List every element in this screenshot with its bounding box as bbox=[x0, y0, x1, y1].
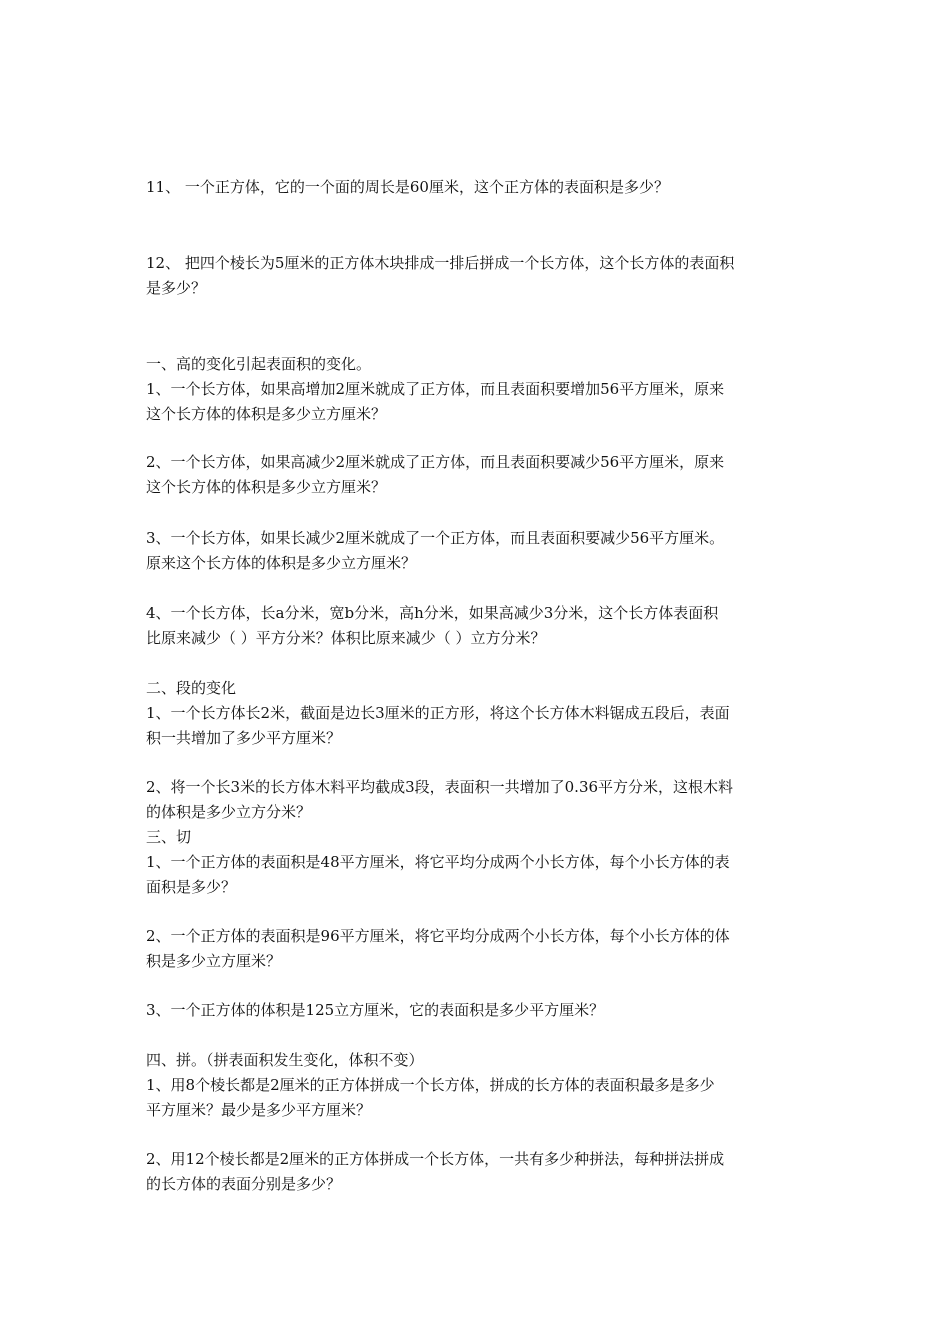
s2-q2-line-1: 2、将一个长3米的长方体木料平均截成3段，表面积一共增加了0.36平方分米，这根木料 bbox=[146, 778, 734, 796]
s3-q3: 3、一个正方体的体积是125立方厘米，它的表面积是多少平方厘米？ bbox=[146, 1001, 605, 1019]
s1-q3-line-2: 原来这个长方体的体积是多少立方厘米？ bbox=[146, 554, 417, 572]
question-12-line-2: 是多少？ bbox=[146, 279, 207, 297]
s2-q1-line-1: 1、一个长方体长2米，截面是边长3厘米的正方形，将这个长方体木料锯成五段后，表面 bbox=[146, 704, 730, 722]
s3-q2-line-1: 2、一个正方体的表面积是96平方厘米，将它平均分成两个小长方体，每个小长方体的体 bbox=[146, 927, 730, 945]
s1-q3-line-1: 3、一个长方体，如果长减少2厘米就成了一个正方体，而且表面积要减少56平方厘米。 bbox=[146, 529, 725, 547]
s1-q2-line-2: 这个长方体的体积是多少立方厘米？ bbox=[146, 478, 387, 496]
question-12-line-1: 12、 把四个棱长为5厘米的正方体木块排成一排后拼成一个长方体，这个长方体的表面积 bbox=[146, 254, 735, 272]
s4-q2-line-2: 的长方体的表面分别是多少？ bbox=[146, 1175, 342, 1193]
s3-q1-line-1: 1、一个正方体的表面积是48平方厘米，将它平均分成两个小长方体，每个小长方体的表 bbox=[146, 853, 730, 871]
s3-q2-line-2: 积是多少立方厘米？ bbox=[146, 952, 282, 970]
s1-q2-line-1: 2、一个长方体，如果高减少2厘米就成了正方体，而且表面积要减少56平方厘米，原来 bbox=[146, 453, 725, 471]
s3-q1-line-2: 面积是多少？ bbox=[146, 878, 237, 896]
section-1-heading: 一、高的变化引起表面积的变化。 bbox=[146, 355, 372, 373]
s4-q2-line-1: 2、用12个棱长都是2厘米的正方体拼成一个长方体，一共有多少种拼法，每种拼法拼成 bbox=[146, 1150, 725, 1168]
section-3-heading: 三、切 bbox=[146, 828, 192, 846]
s2-q2-line-2: 的体积是多少立方分米？ bbox=[146, 803, 312, 821]
s1-q1-line-1: 1、一个长方体，如果高增加2厘米就成了正方体，而且表面积要增加56平方厘米，原来 bbox=[146, 380, 725, 398]
section-4-heading: 四、拼。（拼表面积发生变化，体积不变） bbox=[146, 1051, 424, 1069]
s4-q1-line-2: 平方厘米？最少是多少平方厘米？ bbox=[146, 1101, 372, 1119]
section-2-heading: 二、段的变化 bbox=[146, 679, 237, 697]
s1-q4-line-1: 4、一个长方体，长a分米，宽b分米，高h分米，如果高减少3分米，这个长方体表面积 bbox=[146, 604, 719, 622]
s1-q4-line-2: 比原来减少（ ）平方分米？体积比原来减少（ ）立方分米？ bbox=[146, 629, 546, 647]
s1-q1-line-2: 这个长方体的体积是多少立方厘米？ bbox=[146, 405, 387, 423]
s4-q1-line-1: 1、用8个棱长都是2厘米的正方体拼成一个长方体，拼成的长方体的表面积最多是多少 bbox=[146, 1076, 715, 1094]
question-11: 11、 一个正方体，它的一个面的周长是60厘米，这个正方体的表面积是多少？ bbox=[146, 178, 669, 196]
s2-q1-line-2: 积一共增加了多少平方厘米？ bbox=[146, 729, 342, 747]
